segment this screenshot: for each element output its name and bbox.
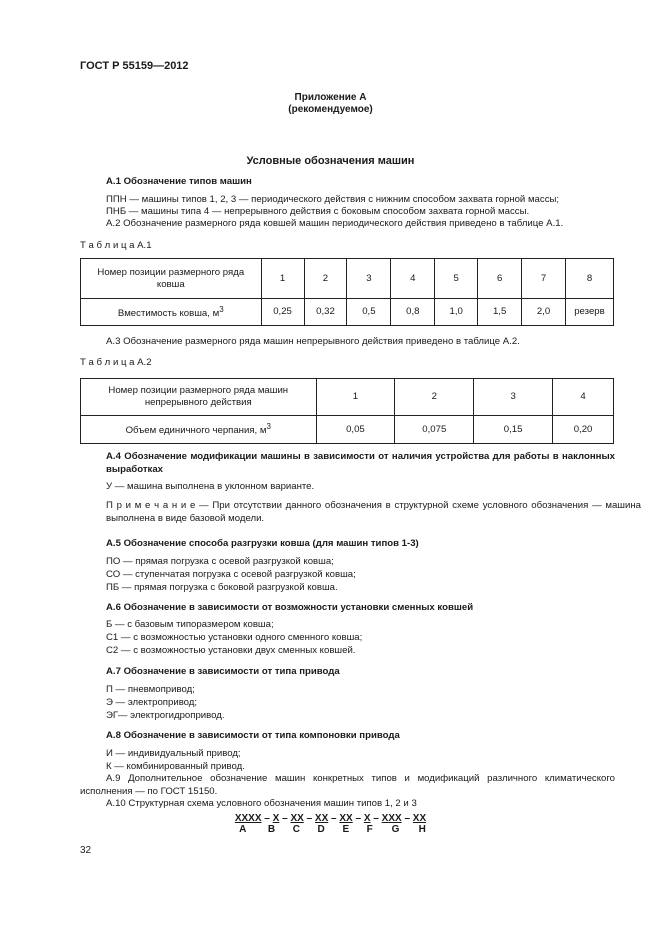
code-h: ХХ (412, 813, 427, 824)
table1-cell: 0,32 (304, 299, 347, 326)
letter-f: F (366, 824, 373, 835)
a9-text: А.9 Дополнительное обозначение машин конкретных типов и модификаций различного климатического исполнения — по ГОСТ 15150. (80, 773, 615, 797)
table1-cell: 4 (391, 259, 435, 299)
code-d: ХХ (314, 813, 329, 824)
a6-line-1: Б — с базовым типоразмером ковша; (106, 619, 274, 630)
table1-unit-superscript: 3 (219, 304, 224, 314)
letter-c: C (292, 824, 300, 835)
table2-cell: 0,075 (395, 416, 474, 444)
main-heading: Условные обозначения машин (246, 155, 415, 167)
table1-cell: 2,0 (522, 299, 566, 326)
page-number: 32 (80, 845, 92, 856)
table2-row1-label: Номер позиции размерного ряда машин непрерывного действия (81, 379, 317, 416)
formula-letters (0, 824, 661, 835)
document-header: ГОСТ Р 55159—2012 (80, 60, 189, 72)
a1-line-1: ППН — машины типов 1, 2, 3 — периодического действия с нижним способом захвата горной массы; (106, 194, 560, 205)
code-a: ХХХХ (234, 813, 262, 824)
a5-line-2: СО — ступенчатая погрузка с осевой разгрузкой ковша; (106, 569, 356, 580)
appendix-title-block (0, 92, 661, 116)
a7-heading: А.7 Обозначение в зависимости от типа привода (106, 666, 340, 677)
table1-cell: резерв (565, 299, 613, 326)
table-a2 (80, 378, 614, 444)
formula-codes: ХХХХ – Х – ХХ – ХХ – ХХ – Х – ХХХ – ХХ (234, 813, 427, 824)
code-g: ХХХ (381, 813, 402, 824)
table1-caption: Т а б л и ц а А.1 (80, 240, 152, 251)
a8-line-2: К — комбинированный привод. (106, 761, 245, 772)
a7-line-2: Э — электропривод; (106, 697, 198, 708)
a4-note (80, 500, 641, 525)
table2-cell: 0,15 (474, 416, 553, 444)
code-e: ХХ (339, 813, 353, 824)
table2-cell: 0,20 (553, 416, 614, 444)
table-a1 (80, 258, 614, 326)
table1-cell: 8 (565, 259, 613, 299)
a7-line-1: П — пневмопривод; (106, 684, 195, 695)
table2-row2-label (81, 416, 317, 444)
a5-line-1: ПО — прямая погрузка с осевой разгрузкой ковша; (106, 556, 334, 567)
a4-heading: А.4 Обозначение модификации машины в зависимости от наличия устройства для работы в наклонных выработках (106, 451, 615, 475)
table1-cell: 1,0 (435, 299, 478, 326)
table1-cell: 0,8 (391, 299, 435, 326)
table1-cell: 2 (304, 259, 347, 299)
a8-line-1: И — индивидуальный привод; (106, 748, 241, 759)
table1-cell: 0,5 (347, 299, 391, 326)
letter-e: E (342, 824, 350, 835)
a8-heading: А.8 Обозначение в зависимости от типа компоновки привода (106, 730, 400, 741)
table1-row2-label-text: Вместимость ковша, м (117, 308, 220, 320)
table1-row2-label (81, 299, 262, 326)
code-f: Х (363, 813, 371, 824)
table1-cell: 6 (478, 259, 522, 299)
a2-text: А.2 Обозначение размерного ряда ковшей машин периодического действия приведено в таблице А.1. (106, 218, 564, 229)
table1-cell: 0,25 (261, 299, 304, 326)
note-label: П р и м е ч а н и е (106, 500, 196, 511)
letter-a: A (239, 824, 247, 835)
table2-unit-superscript: 3 (266, 422, 271, 432)
table2-caption: Т а б л и ц а А.2 (80, 357, 152, 368)
a4-line: У — машина выполнена в уклонном варианте. (106, 481, 315, 492)
table2-cell: 1 (316, 379, 395, 416)
table2-row2-label-text: Объем единичного черпания, м (125, 425, 267, 437)
a5-line-3: ПБ — прямая погрузка с боковой разгрузкой ковша. (106, 582, 338, 593)
table1-row1-label: Номер позиции размерного ряда ковша (81, 259, 262, 299)
table1-cell: 7 (522, 259, 566, 299)
a1-line-2: ПНБ — машины типа 4 — непрерывного действия с боковым способом захвата горной массы. (106, 206, 530, 217)
a6-line-3: С2 — с возможностью установки двух сменных ковшей. (106, 645, 356, 656)
letter-d: D (317, 824, 325, 835)
letter-g: G (391, 824, 400, 835)
table2-cell: 4 (553, 379, 614, 416)
note-text: — При отсутствии данного обозначения в структурной схеме условного обозначения — машина выполнена в виде базовой модели. (106, 500, 642, 524)
table1-cell: 3 (347, 259, 391, 299)
table1-cell: 1,5 (478, 299, 522, 326)
a7-line-3: ЭГ— электрогидропривод. (106, 710, 225, 721)
a6-heading: А.6 Обозначение в зависимости от возможности установки сменных ковшей (106, 602, 474, 613)
table2-cell: 2 (395, 379, 474, 416)
appendix-title: Приложение А (294, 92, 367, 103)
letter-h: H (418, 824, 426, 835)
a1-heading: А.1 Обозначение типов машин (106, 176, 252, 187)
table1-cell: 5 (435, 259, 478, 299)
code-b: Х (272, 813, 280, 824)
structural-scheme-formula (0, 813, 661, 835)
letter-b: B (267, 824, 276, 835)
a10-text: А.10 Структурная схема условного обозначения машин типов 1, 2 и 3 (106, 798, 417, 809)
code-c: ХХ (290, 813, 304, 824)
table2-cell: 0,05 (316, 416, 395, 444)
a3-text: А.3 Обозначение размерного ряда машин непрерывного действия приведено в таблице А.2. (106, 336, 520, 347)
table2-cell: 3 (474, 379, 553, 416)
a6-line-2: С1 — с возможностью установки одного сменного ковша; (106, 632, 363, 643)
a5-heading: А.5 Обозначение способа разгрузки ковша (для машин типов 1-3) (106, 538, 419, 549)
table1-cell: 1 (261, 259, 304, 299)
appendix-subtitle: (рекомендуемое) (288, 104, 373, 115)
